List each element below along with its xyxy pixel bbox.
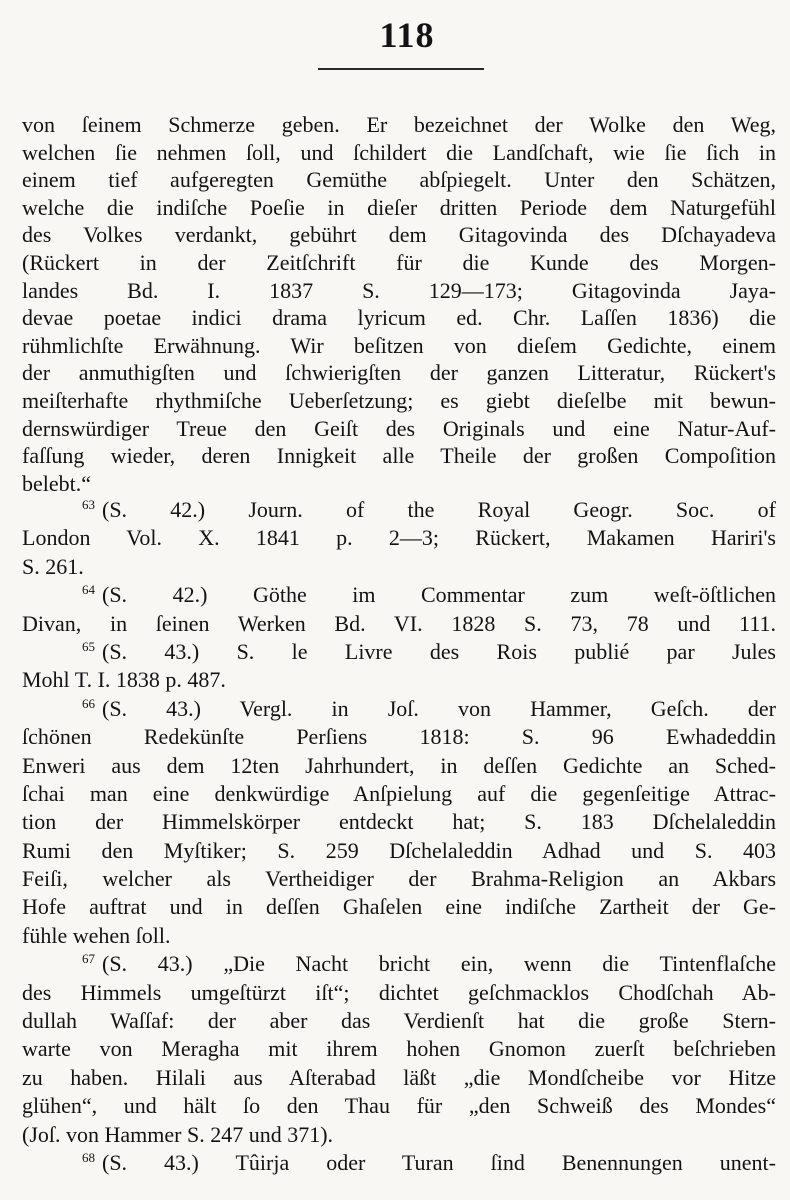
footnote-first-line (22, 695, 776, 723)
footnote-number: 64 (82, 582, 95, 598)
text-line: Feiſi, welcher als Vertheidiger der Brahma-Religion an Akbars (22, 866, 776, 892)
text-line: einem tief aufgeregten Gemüthe abſpiegelt. Unter den Schätzen, (22, 167, 776, 193)
footnote-line-text: (S. 43.) Tûirja oder Turan ſind Benennungen unent- (102, 1149, 776, 1175)
footnote-first-line (22, 581, 776, 609)
text-line: devae poetae indici drama lyricum ed. Chr. Laſſen 1836) die (22, 305, 776, 331)
footnote-68 (22, 1149, 776, 1177)
text-line: dullah Waſſaf: der aber das Verdienſt hat die große Stern- (22, 1008, 776, 1034)
footnote-65 (22, 638, 776, 695)
footnote-67 (22, 950, 776, 1149)
footnote-number: 68 (82, 1149, 95, 1165)
main-paragraph (22, 111, 776, 497)
text-line: London Vol. X. 1841 p. 2—3; Rückert, Makamen Hariri's (22, 525, 776, 551)
text-line: Enweri aus dem 12ten Jahrhundert, in deſſen Gedichte an Sched- (22, 752, 776, 778)
footnote-number: 67 (82, 951, 95, 967)
page-number: 118 (379, 15, 435, 55)
text-line: faſſung wieder, deren Innigkeit alle Theile der großen Compoſition (22, 443, 776, 469)
footnote-line-text: (S. 43.) Vergl. in Joſ. von Hammer, Geſch. der (102, 695, 776, 721)
text-line: des Volkes verdankt, gebührt dem Gitagovinda des Dſchayadeva (22, 222, 776, 248)
footnote-line-text: (S. 42.) Journ. of the Royal Geogr. Soc. of (102, 497, 776, 522)
text-line: landes Bd. I. 1837 S. 129—173; Gitagovinda Jaya- (22, 277, 776, 303)
text-line: S. 261. (22, 553, 84, 579)
text-line: glühen“, und hält ſo den Thau für „den Schweiß des Mondes“ (22, 1093, 776, 1119)
footnote-number: 66 (82, 695, 95, 711)
text-line: tion der Himmelskörper entdeckt hat; S. 183 Dſchelaleddin (22, 809, 776, 835)
text-line: von ſeinem Schmerze geben. Er bezeichnet der Wolke den Weg, (22, 112, 776, 137)
footnote-number: 65 (82, 638, 95, 654)
text-line: Mohl T. I. 1838 p. 487. (22, 667, 226, 693)
footnote-63 (22, 496, 776, 581)
text-line: warte von Meragha mit ihrem hohen Gnomon zuerſt beſchrieben (22, 1036, 776, 1062)
text-line: Hofe auftrat und in deſſen Ghaſelen eine indiſche Zartheit der Ge- (22, 894, 776, 920)
text-line: fühle wehen ſoll. (22, 922, 171, 948)
text-line: meiſterhafte rhythmiſche Ueberſetzung; es giebt dieſelbe mit bewun- (22, 387, 776, 413)
text-line: des Himmels umgeſtürzt iſt“; dichtet geſchmacklos Chodſchah Ab- (22, 979, 776, 1005)
text-line: der anmuthigſten und ſchwierigſten der ganzen Litteratur, Rückert's (22, 360, 776, 386)
footnote-first-line (22, 950, 776, 978)
text-line: Divan, in ſeinen Werken Bd. VI. 1828 S. 73, 78 und 111. (22, 610, 776, 636)
footnote-first-line (22, 1149, 776, 1177)
header-rule (318, 68, 484, 70)
text-line: rühmlichſte Erwähnung. Wir beſitzen von dieſem Gedichte, einem (22, 332, 776, 358)
text-line: zu haben. Hilali aus Aſterabad läßt „die Mondſcheibe vor Hitze (22, 1064, 776, 1090)
text-line: welchen ſie nehmen ſoll, und ſchildert die Landſchaft, wie ſie ſich in (22, 139, 776, 165)
text-line: belebt.“ (22, 470, 92, 496)
text-line: ſchönen Redekünſte Perſiens 1818: S. 96 Ewhadeddin (22, 724, 776, 750)
footnote-first-line (22, 638, 776, 666)
text-line: dernswürdiger Treue den Geiſt des Originals und eine Natur-Auf- (22, 415, 776, 441)
footnotes (22, 496, 776, 1177)
text-line: (Joſ. von Hammer S. 247 und 371). (22, 1121, 334, 1147)
text-line: welche die indiſche Poeſie in dieſer dritten Periode dem Naturgefühl (22, 194, 776, 220)
footnote-line-text: (S. 43.) „Die Nacht bricht ein, wenn die Tintenflaſche (102, 951, 776, 977)
text-line: ſchai man eine denkwürdige Anſpielung auf die gegenſeitige Attrac- (22, 780, 776, 806)
text-line: Rumi den Myſtiker; S. 259 Dſchelaleddin Adhad und S. 403 (22, 837, 776, 863)
footnote-line-text: (S. 43.) S. le Livre des Rois publié par Jules (102, 638, 776, 664)
footnote-first-line (22, 496, 776, 524)
footnote-64 (22, 581, 776, 638)
footnote-number: 63 (82, 497, 95, 512)
text-line: (Rückert in der Zeitſchrift für die Kunde des Morgen- (22, 249, 776, 275)
footnote-line-text: (S. 42.) Göthe im Commentar zum weſt-öſtlichen (102, 582, 776, 608)
footnote-66 (22, 695, 776, 951)
